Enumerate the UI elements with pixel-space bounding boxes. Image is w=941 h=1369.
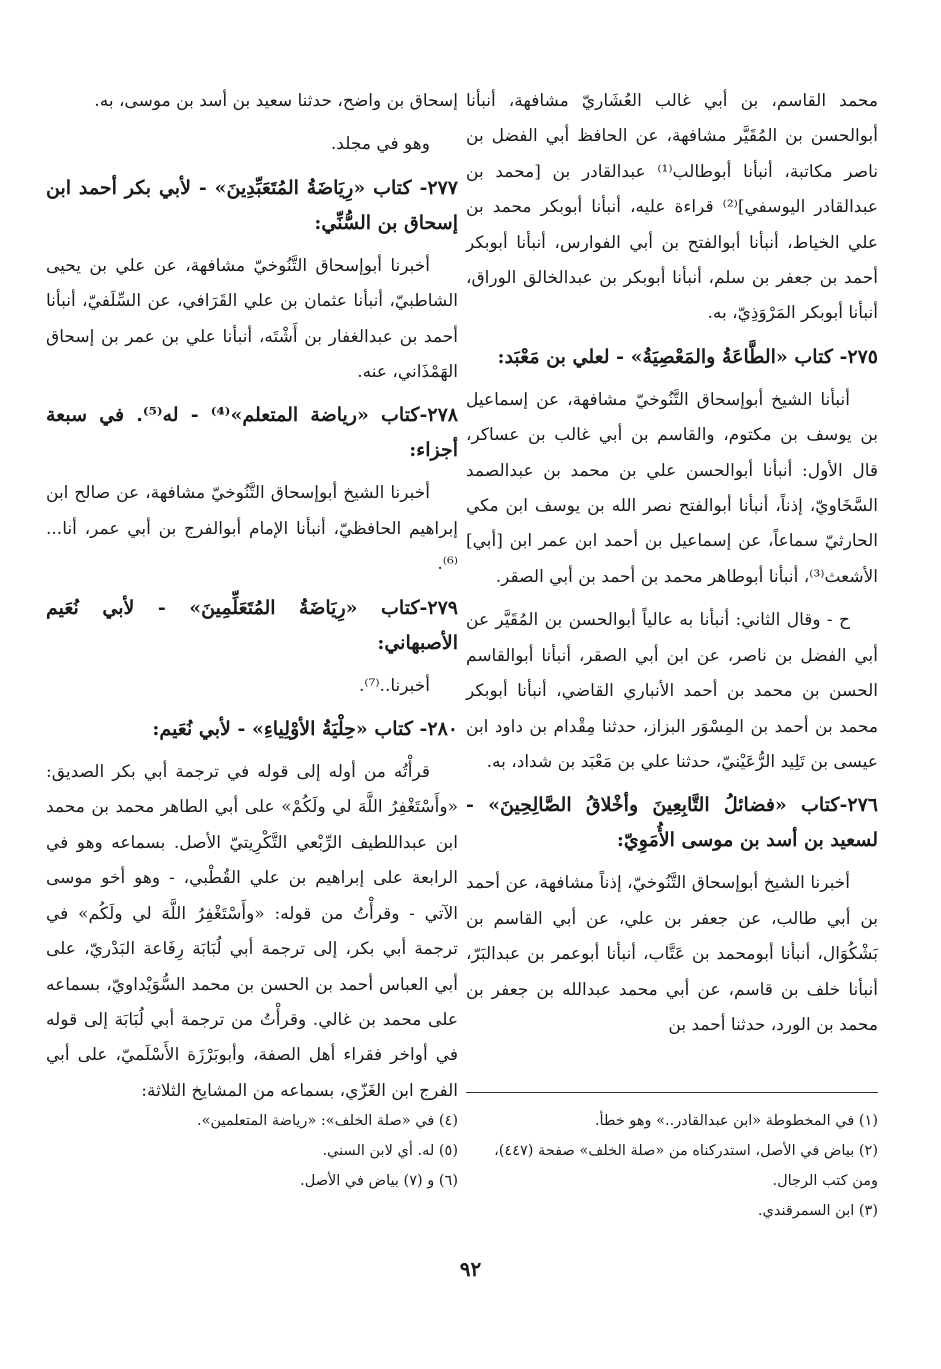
footnote: (٣) ابن السمرقندي.: [757, 1203, 878, 1219]
paragraph: قرأْتُه من أوله إلى قوله في ترجمة أبي بكر الصديق: «وأَسْتَغْفِرُ اللَّهَ لي ولَكُمْ» على أبي الطاهر محمد بن محمد ابن عبداللطيف الرِّبْعي التَّكْرِيتيّ الأصل. بسماعه وهو في الرابعة على إبراهيم بن علي القُطْبي، - وهو أخو موسى الآتي - وقرأْتُ من قوله: «وأَسْتَغْفِرُ اللَّهَ لي ولَكُم» في ترجمة أبي بكر، إلى ترجمة أبي لُبَابَة رِفَاعة البَدْريّ، على أبي العباس أحمد بن الحسن بن محمد السُّوَيْداويّ، بسماعه على محمد بن غالي. وقرأْتُ من ترجمة أبي لُبَابَة إلى قوله في أواخر فقراء أهل الصفة، وأبوبَرْزَة الأَسْلَميّ، على أبي الفرج ابن الغَزّي، بسماعه من المشايخ الثلاثة:: [46, 762, 458, 1101]
paragraph: أخبرنا الشيخ أبوإسحاق التَّنُوخيّ، إذناً مشافهة، عن أحمد بن أبي طالب، عن جعفر بن علي، عن أبي القاسم بن بَشْكُوَال، أنبأنا أبومحمد بن عَتَّاب، أنبأنا أبوعمر بن عبدالبَرّ، أنبأنا خلف بن قاسم، عن أبي محمد عبدالله بن جعفر بن محمد بن الورد، حدثنا أحمد بن: [466, 873, 878, 1035]
section-heading-277: ٢٧٧- كتاب «رِيَاضَةُ المُتَعَبِّدِينَ» - لأبي بكر أحمد ابن إسحاق بن السُّنِّي:: [46, 176, 458, 234]
footnote: (٤) في «صلة الخلف»: «رياضة المتعلمين».: [196, 1113, 458, 1129]
footnote: (١) في المخطوطة «ابن عبدالقادر..» وهو خطأ.: [594, 1113, 878, 1129]
paragraph: أخبرنا أبوإسحاق التَّنُوخيّ مشافهة، عن علي بن يحيى الشاطبيّ، أنبأنا عثمان بن علي القَرَافي، عن السِّلَفيّ، أنبأنا أحمد بن عبدالغفار بن أَشْتَه، أنبأنا علي بن عمر بن إسحاق الهَمْذَاني، عنه.: [46, 255, 458, 383]
footnote-divider: [466, 1092, 878, 1093]
right-column: [466, 84, 878, 1051]
page-number: ٩٢: [459, 1257, 482, 1281]
section-heading-278: ٢٧٨-كتاب «رياضة المتعلم»⁽⁴⁾ - له⁽⁵⁾. في سبعة أجزاء:: [46, 404, 458, 462]
section-heading-275: ٢٧٥- كتاب «الطَّاعَةُ والمَعْصِيَةُ» - لعلي بن مَعْبَد:: [497, 345, 878, 368]
left-column: [46, 84, 458, 1117]
footnote: (٦) و (٧) بياض في الأصل.: [300, 1173, 458, 1189]
paragraph: أنبأنا الشيخ أبوإسحاق التَّنُوخيّ مشافهة، عن إسماعيل بن يوسف بن مكتوم، والقاسم بن أبي غالب بن عساكر، قال الأول: أنبأنا أبوالحسن علي بن محمد بن عبدالصمد السَّخَاويّ، إذناً، أنبأنا أبوالفتح نصر الله بن يوسف ابن مكي الحارثيّ سماعاً، عن إسماعيل بن أحمد ابن عمر ابن [أبي] الأشعث⁽³⁾، أنبأنا أبوطاهر محمد بن أحمد بن أبي الصقر.: [466, 389, 878, 587]
footnotes-left: [46, 1106, 458, 1196]
footnote: (٥) له. أي لابن السني.: [322, 1143, 458, 1159]
paragraph: وهو في مجلد.: [330, 134, 430, 155]
footnotes-right: [466, 1106, 878, 1226]
section-heading-280: ٢٨٠- كتاب «حِلْيَةُ الأوْلِياءِ» - لأبي نُعَيم:: [152, 718, 458, 741]
section-heading-276: ٢٧٦-كتاب «فضائلُ التَّابِعِينَ وأخْلاقُ الصَّالِحِينَ» - لسعيد بن أسد بن موسى الأُمَوِيّ:: [466, 794, 878, 852]
section-heading-279: ٢٧٩-كتاب «رِيَاضَةُ المُتَعَلِّمِينَ» - لأبي نُعَيم الأصبهاني:: [46, 596, 458, 654]
paragraph: ح - وقال الثاني: أنبأنا به عالياً أبوالحسن بن المُقَيَّر عن أبي الفضل بن ناصر، عن ابن أبي الصقر، أنبأنا أبوالقاسم الحسن بن محمد بن أحمد الأنباري القاضي، أنبأنا أبوبكر محمد بن أحمد بن المِسْوَر البزاز، حدثنا مِقْدام بن داود ابن عيسى بن تَلِيد الرُّعَيْنيّ، حدثنا علي بن مَعْبَد بن شداد، به.: [466, 610, 878, 772]
paragraph: أخبرنا..⁽⁷⁾.: [358, 675, 430, 696]
paragraph: محمد القاسم، بن أبي غالب العُشَاريّ مشافهة، أنبأنا أبوالحسن بن المُقَيَّر مشافهة، عن الحافظ أبي الفضل بن ناصر مكاتبة، أنبأنا أبوطالب⁽¹⁾ عبدالقادر بن [محمد بن عبدالقادر اليوسفي]⁽²⁾ قراءة عليه، أنبأنا أبوبكر محمد بن علي الخياط، أنبأنا أبوالفتح بن أبي الفوارس، أنبأنا أبوبكر أحمد بن جعفر بن سلم، أنبأنا أبوبكر بن عبدالخالق الوراق، أنبأنا أبوبكر المَرْوَذِيّ، به.: [466, 91, 878, 324]
paragraph: إسحاق بن واضح، حدثنا سعيد بن أسد بن موسى، به.: [94, 91, 458, 111]
paragraph: أخبرنا الشيخ أبوإسحاق التَّنُوخيّ مشافهة، عن صالح ابن إبراهيم الحافظيّ، أنبأنا الإمام أبوالفرج بن أبي عمر، أنا...⁽⁶⁾.: [46, 483, 458, 575]
footnote: (٢) بياض في الأصل، استدركناه من «صلة الخلف» صفحة (٤٤٧)، ومن كتب الرجال.: [494, 1143, 878, 1189]
